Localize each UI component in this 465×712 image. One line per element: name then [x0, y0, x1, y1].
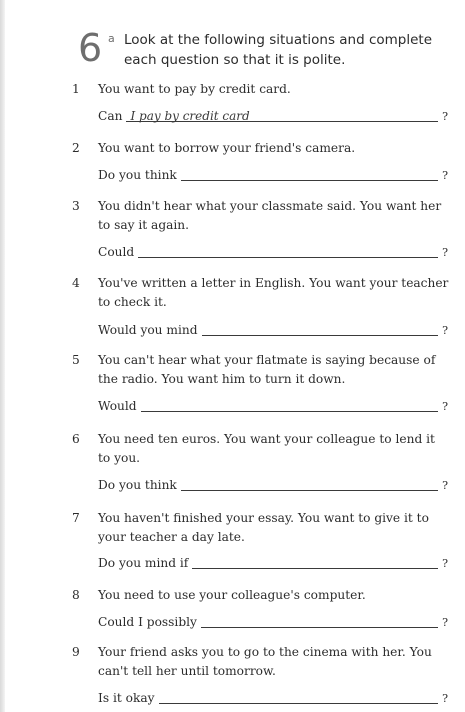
- item-prompt-row: [98, 165, 448, 185]
- question-mark: ?: [442, 400, 448, 413]
- answer-blank[interactable]: [192, 552, 438, 569]
- item-prompt-row: [98, 475, 448, 495]
- item-number: 8: [72, 588, 80, 602]
- item-prompt-prefix: Would you mind: [98, 323, 198, 337]
- item-number: 7: [72, 511, 80, 525]
- item-prompt-row: [98, 396, 448, 416]
- item-situation: You didn't hear what your classmate said. You want her to say it again.: [98, 199, 442, 232]
- item-situation: You want to pay by credit card.: [98, 82, 291, 96]
- page-spine-shadow: [0, 0, 5, 712]
- item-number: 6: [72, 432, 80, 446]
- item-prompt-prefix: Do you think: [98, 478, 177, 492]
- item-number: 1: [72, 82, 80, 96]
- item-number: 2: [72, 141, 80, 155]
- answer-blank[interactable]: [201, 611, 438, 628]
- answer-blank[interactable]: [138, 241, 438, 258]
- item-prompt-row: [98, 320, 448, 340]
- question-mark: ?: [442, 616, 448, 629]
- item-prompt-prefix: Is it okay: [98, 691, 155, 705]
- item-prompt-prefix: Would: [98, 399, 137, 413]
- question-mark: ?: [442, 557, 448, 570]
- exercise-instruction: Look at the following situations and complete each question so that it is polite.: [124, 32, 433, 68]
- question-mark: ?: [442, 246, 448, 259]
- item-prompt-prefix: Can: [98, 109, 123, 123]
- answer-blank[interactable]: [126, 105, 438, 122]
- exercise-number: 6: [78, 26, 103, 70]
- item-number: 9: [72, 645, 80, 659]
- answer-blank[interactable]: [181, 164, 438, 181]
- question-mark: ?: [442, 110, 448, 123]
- answer-blank[interactable]: [181, 474, 438, 491]
- question-mark: ?: [442, 169, 448, 182]
- item-prompt-row: [98, 612, 448, 632]
- item-prompt-prefix: Do you mind if: [98, 556, 189, 570]
- item-prompt-prefix: Could: [98, 245, 135, 259]
- item-situation: Your friend asks you to go to the cinema with her. You can't tell her until tomorrow.: [98, 645, 432, 678]
- handwritten-answer: I pay by credit card: [130, 109, 250, 123]
- item-prompt-prefix: Could I possibly: [98, 615, 197, 629]
- exercise-header: [78, 28, 458, 74]
- item-situation: You've written a letter in English. You want your teacher to check it.: [98, 276, 449, 309]
- item-number: 4: [72, 276, 80, 290]
- question-mark: ?: [442, 324, 448, 337]
- item-situation: You can't hear what your flatmate is saying because of the radio. You want him to turn it down.: [98, 353, 436, 386]
- item-number: 3: [72, 199, 80, 213]
- question-mark: ?: [442, 479, 448, 492]
- item-prompt-row: [98, 688, 448, 708]
- answer-blank[interactable]: [159, 687, 439, 704]
- item-situation: You need ten euros. You want your colleague to lend it to you.: [98, 432, 435, 465]
- item-prompt-prefix: Do you think: [98, 168, 177, 182]
- item-situation: You haven't finished your essay. You want to give it to your teacher a day late.: [98, 511, 429, 544]
- question-mark: ?: [442, 692, 448, 705]
- answer-blank[interactable]: [141, 395, 439, 412]
- item-prompt-row: [98, 106, 448, 126]
- item-prompt-row: [98, 242, 448, 262]
- item-situation: You want to borrow your friend's camera.: [98, 141, 356, 155]
- answer-blank[interactable]: [202, 319, 439, 336]
- exercise-part-letter: a: [108, 32, 115, 45]
- item-prompt-row: [98, 553, 448, 573]
- item-situation: You need to use your colleague's computer.: [98, 588, 366, 602]
- item-number: 5: [72, 353, 80, 367]
